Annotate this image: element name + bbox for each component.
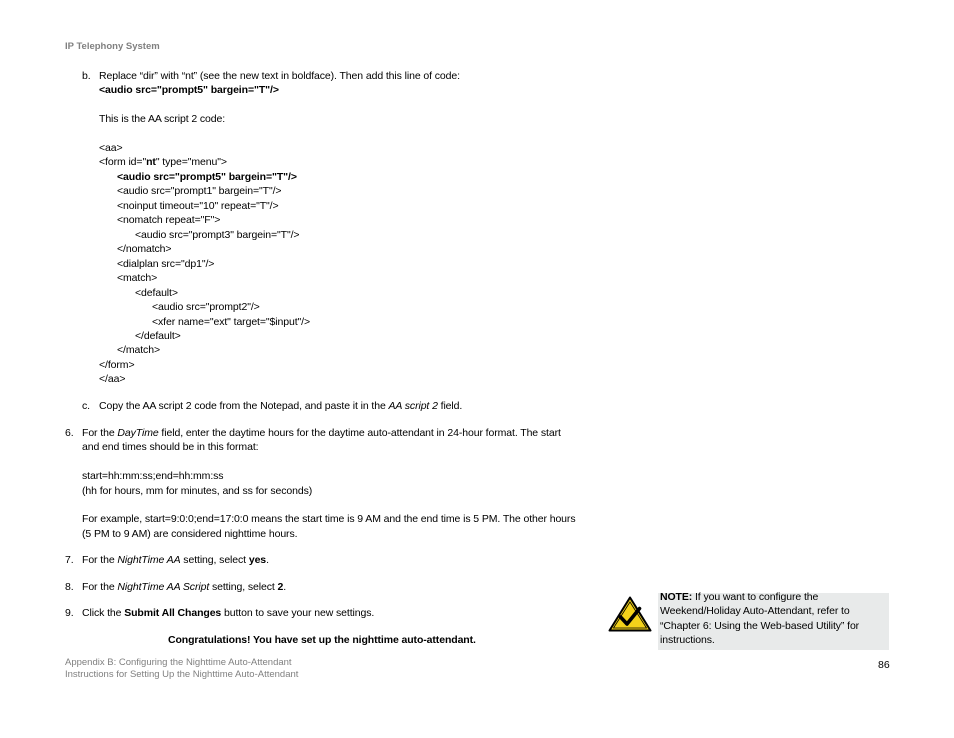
text-segment: setting, select [209,581,278,593]
time-format-note: (hh for hours, mm for minutes, and ss for seconds) [82,485,313,497]
warning-check-icon [608,596,652,632]
code-line: </nomatch> [117,243,172,255]
text-segment: If you want to configure the [692,591,819,603]
script-intro: This is the AA script 2 code: [99,113,226,125]
code-line: <default> [135,287,178,299]
text-segment: For the [82,427,118,439]
code-line: <audio src="prompt1" bargein="T"/> [117,185,282,197]
step-9-text [82,606,374,620]
note-line [660,590,818,604]
text-segment: For the [82,554,118,566]
text-segment: . [283,581,287,593]
field-name: AA script 2 [388,400,438,412]
text-segment: . [266,554,269,566]
setting-value: yes [248,554,267,566]
step-b-code-line: <audio src="prompt5" bargein="T"/> [99,84,279,96]
step-b-text: Replace “dir” with “nt” (see the new text in boldface). Then add this line of code: [99,70,460,82]
code-line: <noinput timeout="10" repeat="T"/> [117,200,279,212]
step-c-text [99,399,462,413]
code-line: <xfer name="ext" target="$input"/> [152,316,311,328]
code-line: </aa> [99,373,126,385]
code-line: <match> [117,272,158,284]
page-number: 86 [878,659,890,671]
time-format: start=hh:mm:ss;end=hh:mm:ss [82,470,224,482]
text-segment: button to save your new settings. [221,607,375,619]
text-segment: field. [437,400,463,412]
text-segment: Click the [82,607,125,619]
code-line: </form> [99,359,135,371]
text-segment: For the [82,581,118,593]
document-header: IP Telephony System [65,41,160,52]
setting-value: 2 [277,581,284,593]
step-7-text [82,553,269,567]
step-8-marker: 8. [65,581,74,593]
text-segment: setting, select [180,554,249,566]
code-line-new: <audio src="prompt5" bargein="T"/> [117,171,297,183]
note-line: instructions. [660,634,715,646]
step-6-text-continued: and end times should be in this format: [82,441,259,453]
step-8-text [82,580,286,594]
code-line: <audio src="prompt2"/> [152,301,260,313]
code-line [99,155,227,169]
congratulations-message: Congratulations! You have set up the nighttime auto-attendant. [168,634,476,646]
example-line: For example, start=9:0:0;end=17:0:0 means the start time is 9 AM and the end time is 5 PM. The other hours [82,513,576,525]
note-line: Weekend/Holiday Auto-Attendant, refer to [660,605,850,617]
step-b-marker: b. [82,70,91,82]
example-line: (5 PM to 9 AM) are considered nighttime hours. [82,528,298,540]
step-9-marker: 9. [65,607,74,619]
code-segment: " type="menu"> [155,156,227,168]
step-6-text [82,426,561,440]
code-line: </match> [117,344,160,356]
code-segment: <form id=" [99,156,147,168]
note-label: NOTE: [660,591,693,603]
note-line: “Chapter 6: Using the Web-based Utility” for [660,620,860,632]
code-line: <dialplan src="dp1"/> [117,258,215,270]
code-bold-segment: nt [146,156,156,168]
code-line: <nomatch repeat="F"> [117,214,221,226]
step-c-marker: c. [82,400,90,412]
code-line: <aa> [99,142,123,154]
text-segment: Copy the AA script 2 code from the Notepad, and paste it in the [99,400,389,412]
code-line: </default> [135,330,181,342]
step-6-marker: 6. [65,427,74,439]
button-name: Submit All Changes [124,607,222,619]
field-name: NightTime AA Script [117,581,210,593]
code-line: <audio src="prompt3" bargein="T"/> [135,229,300,241]
step-7-marker: 7. [65,554,74,566]
text-segment: field, enter the daytime hours for the daytime auto-attendant in 24-hour format. The start [158,427,561,439]
footer-chapter: Appendix B: Configuring the Nighttime Auto-Attendant [65,657,292,668]
footer-section: Instructions for Setting Up the Nighttime Auto-Attendant [65,669,299,680]
field-name: NightTime AA [117,554,181,566]
field-name: DayTime [117,427,159,439]
